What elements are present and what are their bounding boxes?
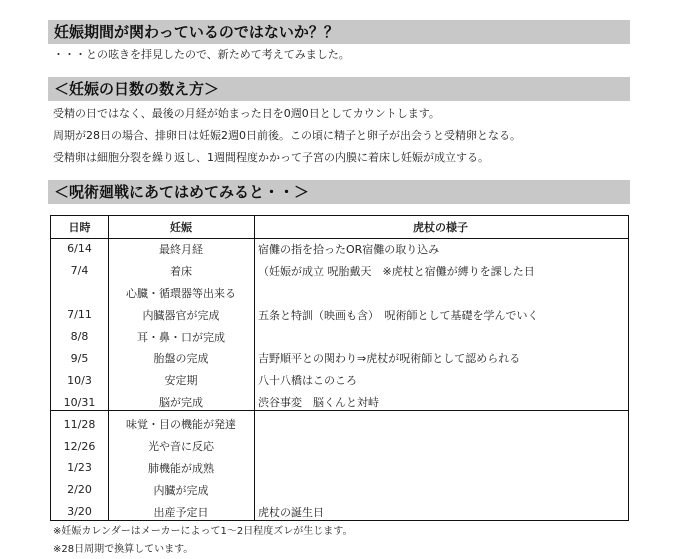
cell-pregnancy: 味覚・目の機能が発達: [126, 418, 236, 432]
cell-itadori-status: （妊娠が成立 呪胎戴天 ※虎杖と宿儺が縛りを課した日: [258, 264, 535, 278]
section-heading-counting-method: ＜妊娠の日数の数え方＞: [48, 77, 630, 101]
footnote-cycle: ※28日周期で換算しています。: [53, 544, 194, 555]
cell-itadori-status: [254, 326, 627, 348]
footnote-calendar: ※妊娠カレンダーはメーカーによって1～2日程度ズレが生じます。: [53, 526, 353, 537]
cell-date: 2/20: [67, 483, 92, 497]
cell-pregnancy: 内臓器官が完成: [142, 308, 220, 322]
cell-pregnancy: 胎盤の完成: [153, 352, 209, 366]
cell-date: 6/14: [67, 242, 92, 256]
cell-itadori-status: [254, 413, 627, 435]
header-date: 日時: [68, 221, 91, 234]
group-divider: [51, 410, 628, 411]
table-row: [51, 304, 628, 326]
cell-date: 7/11: [67, 308, 92, 322]
cell-date: [51, 282, 108, 304]
column-divider-2: [254, 216, 255, 520]
table-row: [51, 369, 628, 391]
table-row: [51, 282, 628, 304]
table-row: [51, 260, 628, 282]
cell-itadori-status: 虎杖の誕生日: [258, 505, 324, 519]
cell-itadori-status: 五条と特訓（映画も含） 呪術師として基礎を学んでいく: [258, 308, 539, 322]
cell-date: 9/5: [70, 351, 89, 365]
table-row: [51, 501, 628, 523]
cell-itadori-status: [254, 479, 627, 501]
cell-pregnancy: 心臓・循環器等出来る: [126, 286, 236, 300]
section-heading-application: ＜呪術廻戦にあてはめてみると・・＞: [48, 180, 630, 204]
section-heading-intro: 妊娠期間が関わっているのではないか？？: [48, 20, 630, 44]
header-itadori-status: 虎杖の様子: [413, 221, 468, 234]
cell-itadori-status: [254, 435, 627, 457]
cell-date: 10/31: [63, 395, 96, 409]
cell-date: 8/8: [70, 330, 89, 344]
timeline-table: [50, 215, 629, 521]
cell-pregnancy: 脳が完成: [159, 396, 203, 410]
table-row: [51, 413, 628, 435]
cell-date: 7/4: [70, 264, 89, 278]
intro-text-line: ・・・との呟きを拝見したので、新ためて考えてみました。: [53, 48, 350, 61]
cell-itadori-status: 八十八橋はこのころ: [258, 374, 357, 388]
cell-pregnancy: 着床: [170, 264, 192, 278]
method-text-line-3: 受精卵は細胞分裂を繰り返し、1週間程度かかって子宮の内膜に着床し妊娠が成立する。: [53, 151, 489, 164]
cell-date: 12/26: [63, 439, 96, 453]
cell-itadori-status: [254, 457, 627, 479]
method-text-line-1: 受精の日ではなく、最後の月経が始まった日を0週0日としてカウントします。: [53, 107, 440, 120]
cell-itadori-status: 宿儺の指を拾ったOR宿儺の取り込み: [258, 242, 440, 256]
cell-pregnancy: 内臓が完成: [153, 483, 209, 497]
cell-date: 11/28: [63, 417, 96, 431]
table-row: [51, 348, 628, 370]
column-divider-1: [108, 216, 109, 520]
table-row: [51, 479, 628, 501]
cell-pregnancy: 光や音に反応: [148, 440, 214, 454]
cell-date: 1/23: [67, 461, 92, 475]
cell-itadori-status: 吉野順平との関わり⇒虎杖が呪術師として認められる: [258, 352, 521, 366]
cell-pregnancy: 肺機能が成熟: [148, 461, 214, 475]
cell-itadori-status: [254, 282, 627, 304]
cell-date: 10/3: [67, 373, 92, 387]
cell-itadori-status: 渋谷事変 脳くんと対峙: [258, 396, 379, 410]
cell-pregnancy: 出産予定日: [153, 505, 209, 519]
cell-pregnancy: 安定期: [164, 374, 198, 388]
table-row: [51, 435, 628, 457]
table-header-row: [51, 216, 628, 238]
table-row: [51, 457, 628, 479]
cell-date: 3/20: [67, 505, 92, 519]
table-row: [51, 326, 628, 348]
cell-pregnancy: 耳・鼻・口が完成: [137, 330, 225, 344]
cell-pregnancy: 最終月経: [159, 242, 203, 256]
table-row: [51, 238, 628, 260]
method-text-line-2: 周期が28日の場合、排卵日は妊娠2週0日前後。この頃に精子と卵子が出会うと受精卵となる。: [53, 129, 521, 142]
header-pregnancy: 妊娠: [170, 221, 192, 234]
header-divider: [51, 238, 628, 239]
